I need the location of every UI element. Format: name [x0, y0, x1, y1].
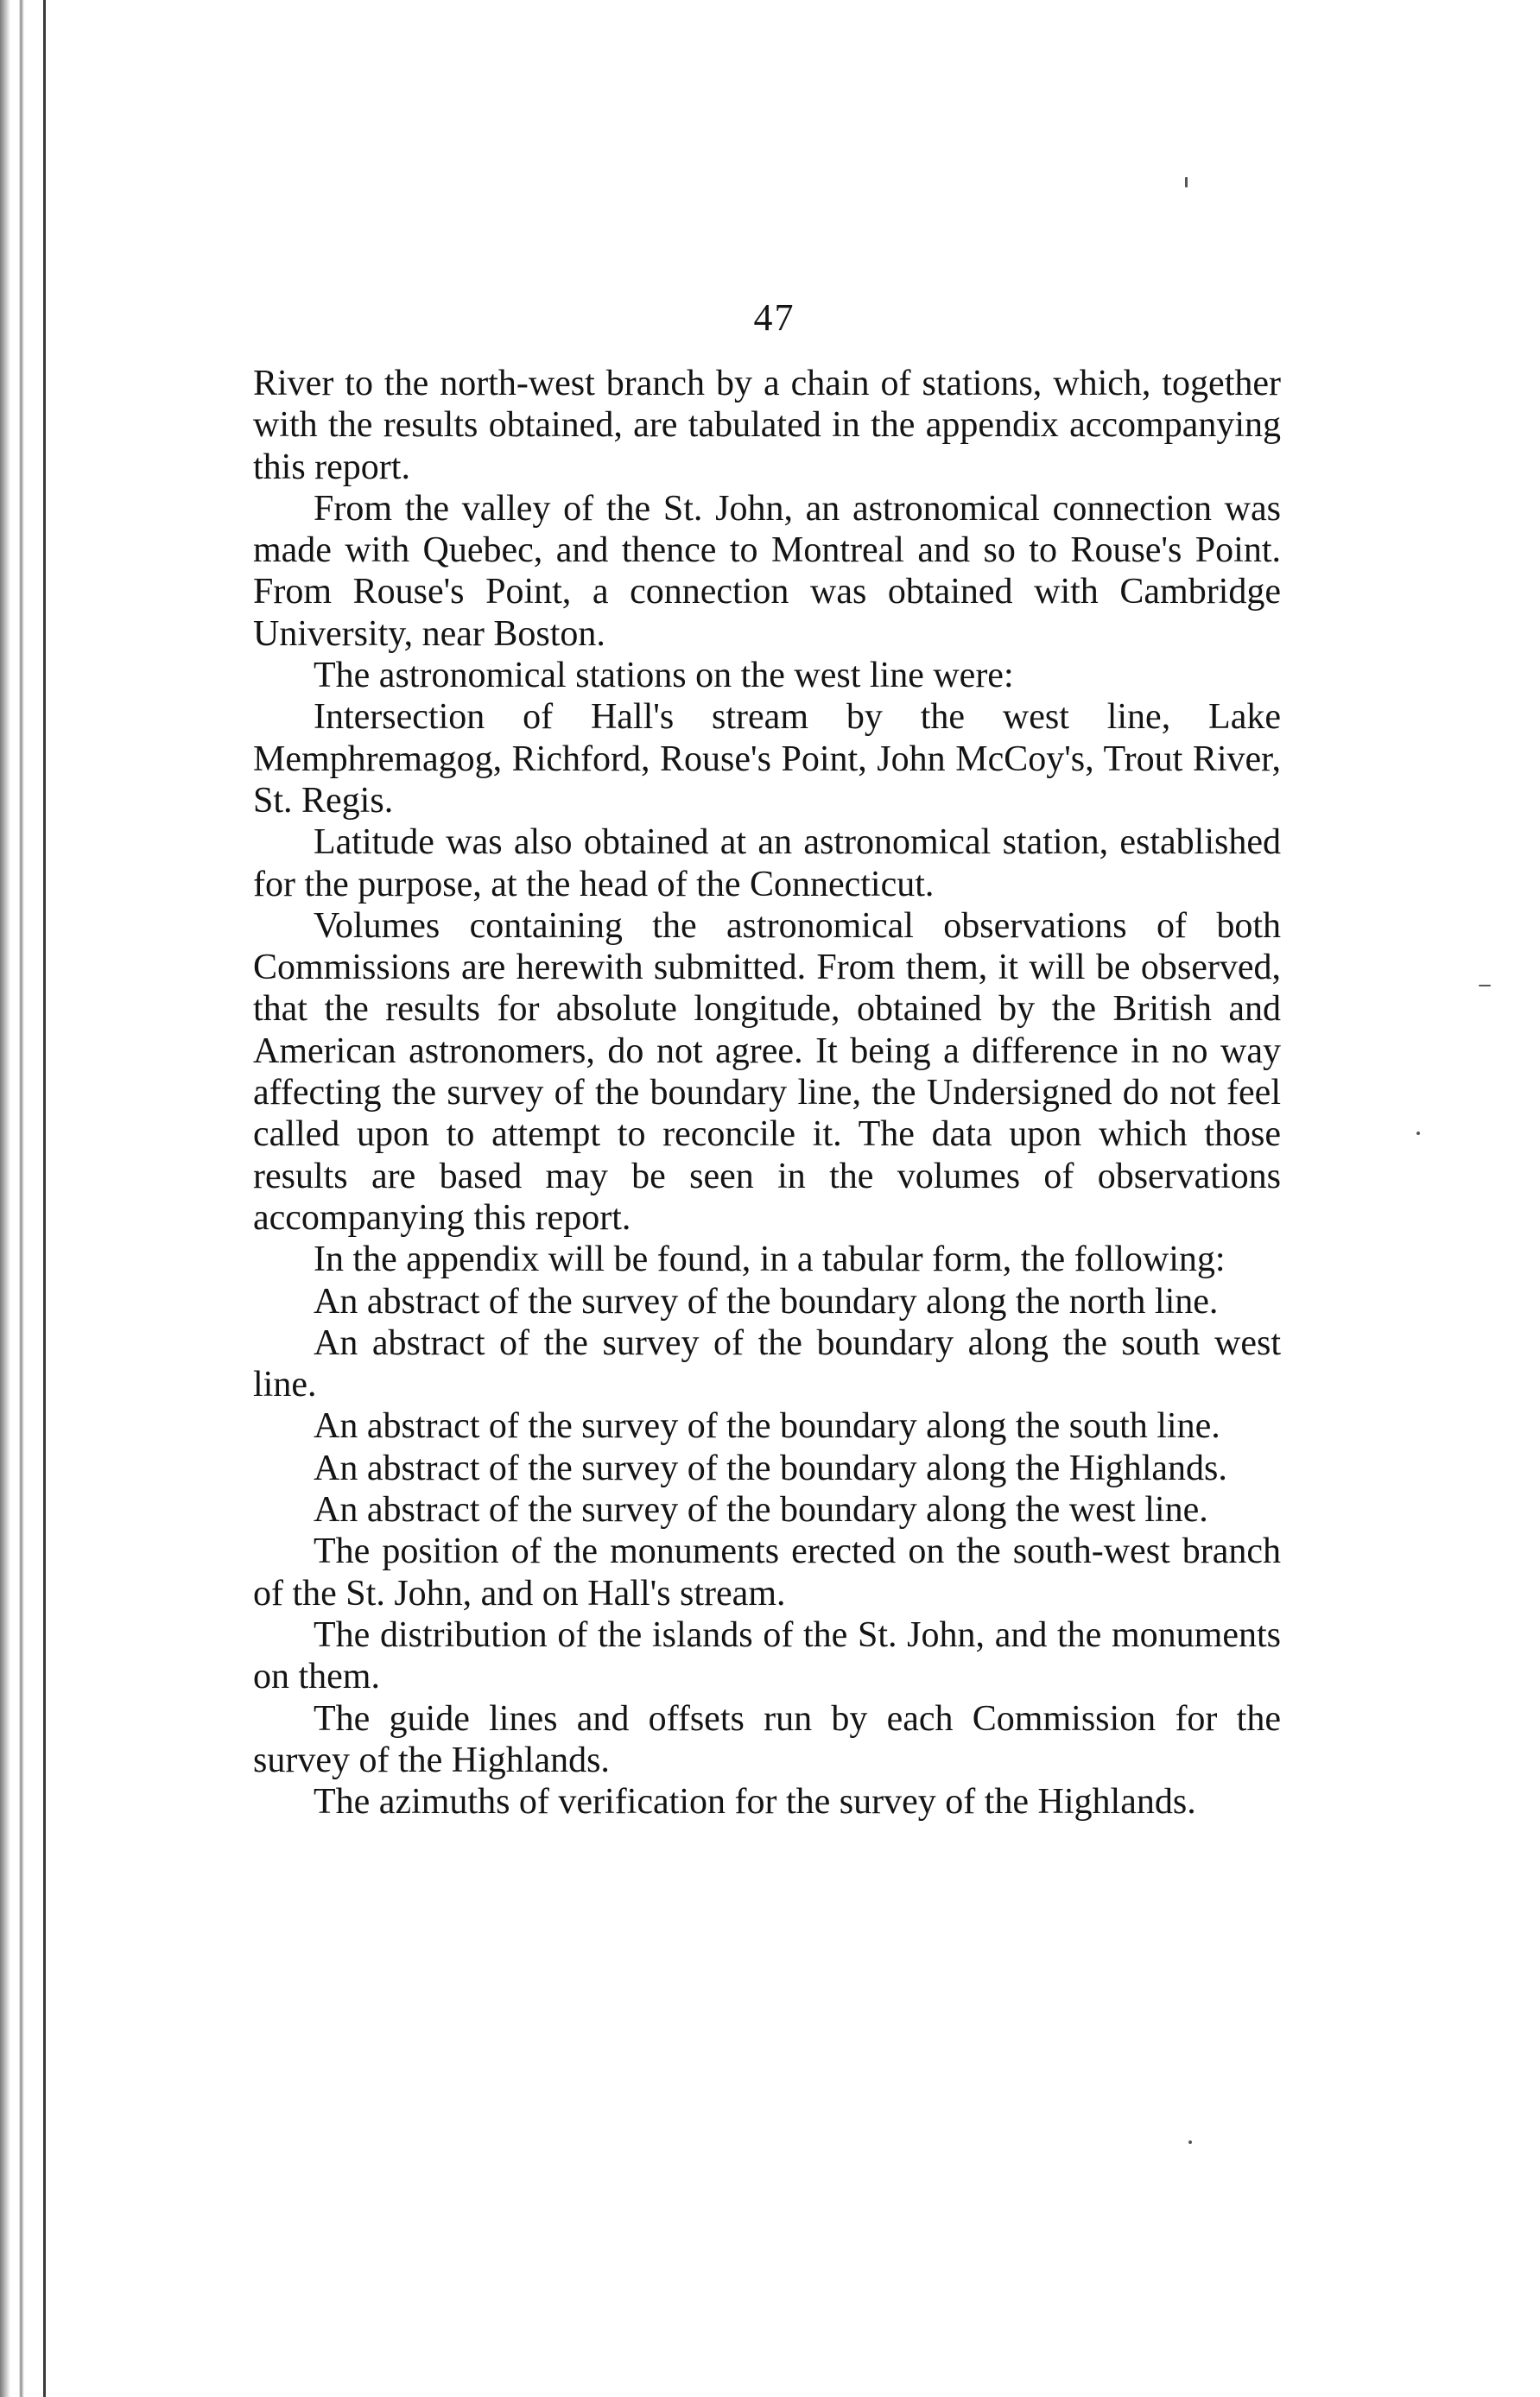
paragraph: An abstract of the survey of the boundary along the north line.	[314, 1281, 1219, 1322]
paragraph: Latitude was also obtained at an astronomical station, established for the purpose, at the head of the Connecticut.	[253, 822, 1281, 904]
paragraph: An abstract of the survey of the boundary along the south line.	[314, 1406, 1220, 1447]
paragraph: The astronomical stations on the west line were:	[314, 656, 1014, 696]
paragraph: The azimuths of verification for the survey of the Highlands.	[314, 1782, 1196, 1823]
paragraph: From the valley of the St. John, an astronomical connection was made with Quebec, and thence to Montreal and so to Rouse's Point. From Rouse's Point, a connection was obtained with Cambridge University, near Boston.	[253, 488, 1281, 654]
scan-speck	[1416, 1132, 1420, 1135]
paragraph: The distribution of the islands of the St. John, and the monuments on them.	[253, 1614, 1281, 1697]
paragraph: The guide lines and offsets run by each Commission for the survey of the Highlands.	[253, 1698, 1281, 1780]
paragraph: An abstract of the survey of the boundary along the south west line.	[253, 1322, 1281, 1405]
page-number: 47	[753, 296, 795, 339]
paragraph: Intersection of Hall's stream by the west line, Lake Memphremagog, Richford, Rouse's Point, John McCoy's, Trout River, St. Regis.	[253, 697, 1281, 821]
paragraph: In the appendix will be found, in a tabular form, the following:	[314, 1240, 1226, 1280]
paragraph: An abstract of the survey of the boundary along the west line.	[314, 1490, 1208, 1531]
paragraph: Volumes containing the astronomical observations of both Commissions are herewith submitted. From them, it will be observed, that the results for absolute longitude, obtained by the British and American astronomers, do not agree. It being a difference in no way affecting the survey of the boundary line, the Undersigned do not feel called upon to attempt to reconcile it. The data upon which those results are based may be seen in the volumes of observations accompanying this report.	[253, 905, 1281, 1238]
scan-speck	[1185, 177, 1188, 187]
scan-binding-line	[43, 0, 46, 2397]
scan-speck	[1188, 2140, 1192, 2144]
paragraph: The position of the monuments erected on the south-west branch of the St. John, and on Hall's stream.	[253, 1531, 1281, 1614]
page-body	[253, 363, 1281, 1823]
paragraph: River to the north-west branch by a chain of stations, which, together with the results obtained, are tabulated in the appendix accompanying this report.	[253, 364, 1281, 487]
paragraph: An abstract of the survey of the boundary along the Highlands.	[314, 1448, 1227, 1488]
scan-speck	[1479, 985, 1491, 986]
